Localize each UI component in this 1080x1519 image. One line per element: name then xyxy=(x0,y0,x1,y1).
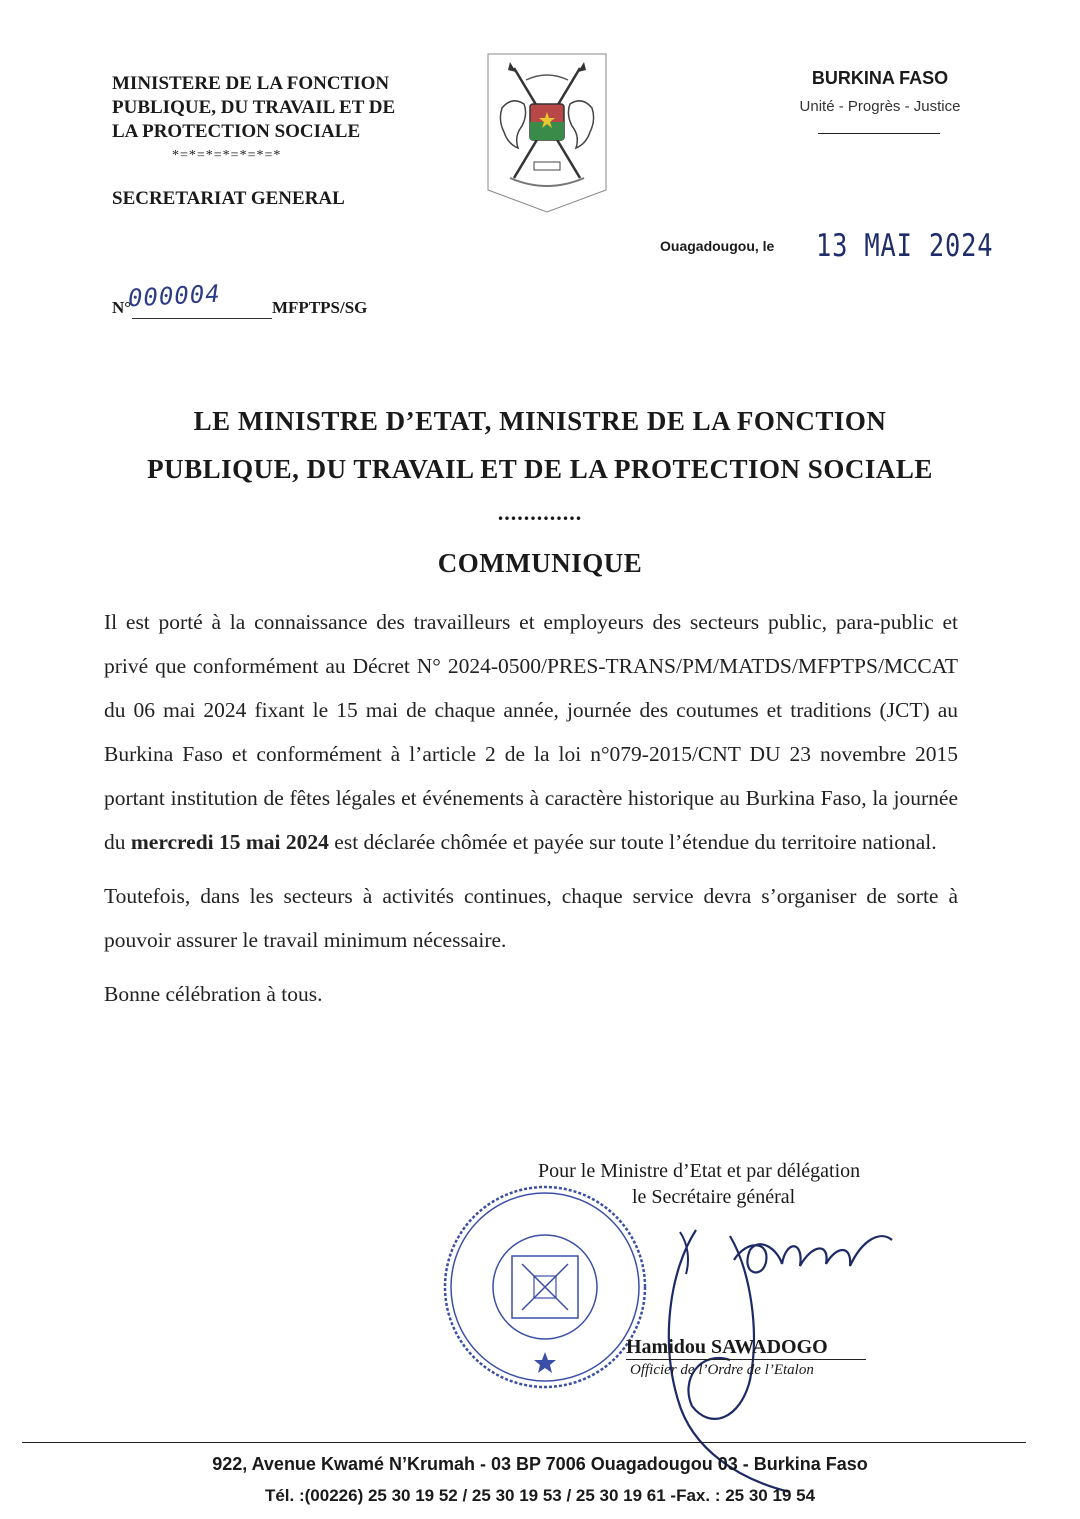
reference-underline xyxy=(132,318,272,319)
paragraph-1 xyxy=(104,600,958,864)
title-dots: ............. xyxy=(497,500,583,525)
motto-underline xyxy=(818,133,940,134)
reference-number: 000004 xyxy=(127,279,222,313)
footer-address: 922, Avenue Kwamé N’Krumah - 03 BP 7006 Ouagadougou 03 - Burkina Faso xyxy=(212,1454,868,1474)
signer-name: Hamidou SAWADOGO xyxy=(626,1336,828,1358)
ministry-name xyxy=(112,72,472,144)
paragraph-1-text-b: est déclarée chômée et payée sur toute l’étendue du territoire national. xyxy=(328,830,937,854)
signer-honor: Officier de l’Ordre de l’Etalon xyxy=(630,1362,814,1378)
footer-divider xyxy=(22,1442,1026,1443)
coat-of-arms-icon xyxy=(484,50,610,216)
paragraph-3: Bonne célébration à tous. xyxy=(104,982,323,1006)
secretariat-general: SECRETARIAT GENERAL xyxy=(112,188,345,209)
title-line-2: PUBLIQUE, DU TRAVAIL ET DE LA PROTECTION SOCIALE xyxy=(147,454,933,484)
place-label: Ouagadougou, le xyxy=(660,238,775,254)
country-name: BURKINA FASO xyxy=(811,68,949,88)
signer-underline xyxy=(626,1359,866,1360)
communique-body xyxy=(104,600,958,1016)
ministry-line-3: LA PROTECTION SOCIALE xyxy=(112,121,361,142)
communique-heading: COMMUNIQUE xyxy=(437,548,643,578)
paragraph-1-text-a: Il est porté à la connaissance des travailleurs et employeurs des secteurs public, para-public et privé que conformément au Décret N° 2024-0500/PRES-TRANS/PM/MATDS/MFPTPS/MCCAT du 06 mai 2024 fixant le 15 mai de chaque année, journée des coutumes et traditions (JCT) au Burkina Faso et conformément à l’article 2 de la loi n°079-2015/CNT DU 23 novembre 2015 portant institution de fêtes légales et événements à caractère historique au Burkina Faso, la journée du xyxy=(104,610,958,854)
paragraph-2: Toutefois, dans les secteurs à activités continues, chaque service devra s’organiser de sorte à pouvoir assurer le travail minimum nécessaire. xyxy=(104,884,958,952)
national-motto: Unité - Progrès - Justice xyxy=(799,98,961,115)
title-line-1: LE MINISTRE D’ETAT, MINISTRE DE LA FONCTION xyxy=(193,406,887,436)
ministry-line-1: MINISTERE DE LA FONCTION xyxy=(112,73,390,94)
date-stamp: 13 MAI 2024 xyxy=(816,228,994,264)
reference-prefix: N° xyxy=(112,298,132,317)
delegation-line: Pour le Ministre d’Etat et par délégation xyxy=(538,1160,861,1182)
footer-phones: Tél. :(00226) 25 30 19 52 / 25 30 19 53 / 25 30 19 61 -Fax. : 25 30 19 54 xyxy=(264,1486,816,1505)
secretary-general-title: le Secrétaire général xyxy=(632,1186,796,1208)
reference-suffix: MFPTPS/SG xyxy=(272,298,368,317)
ministry-line-2: PUBLIQUE, DU TRAVAIL ET DE xyxy=(112,97,396,118)
ministry-separator: *=*=*=*=*=*=* xyxy=(172,148,282,163)
paragraph-1-bold-date: mercredi 15 mai 2024 xyxy=(130,830,329,854)
